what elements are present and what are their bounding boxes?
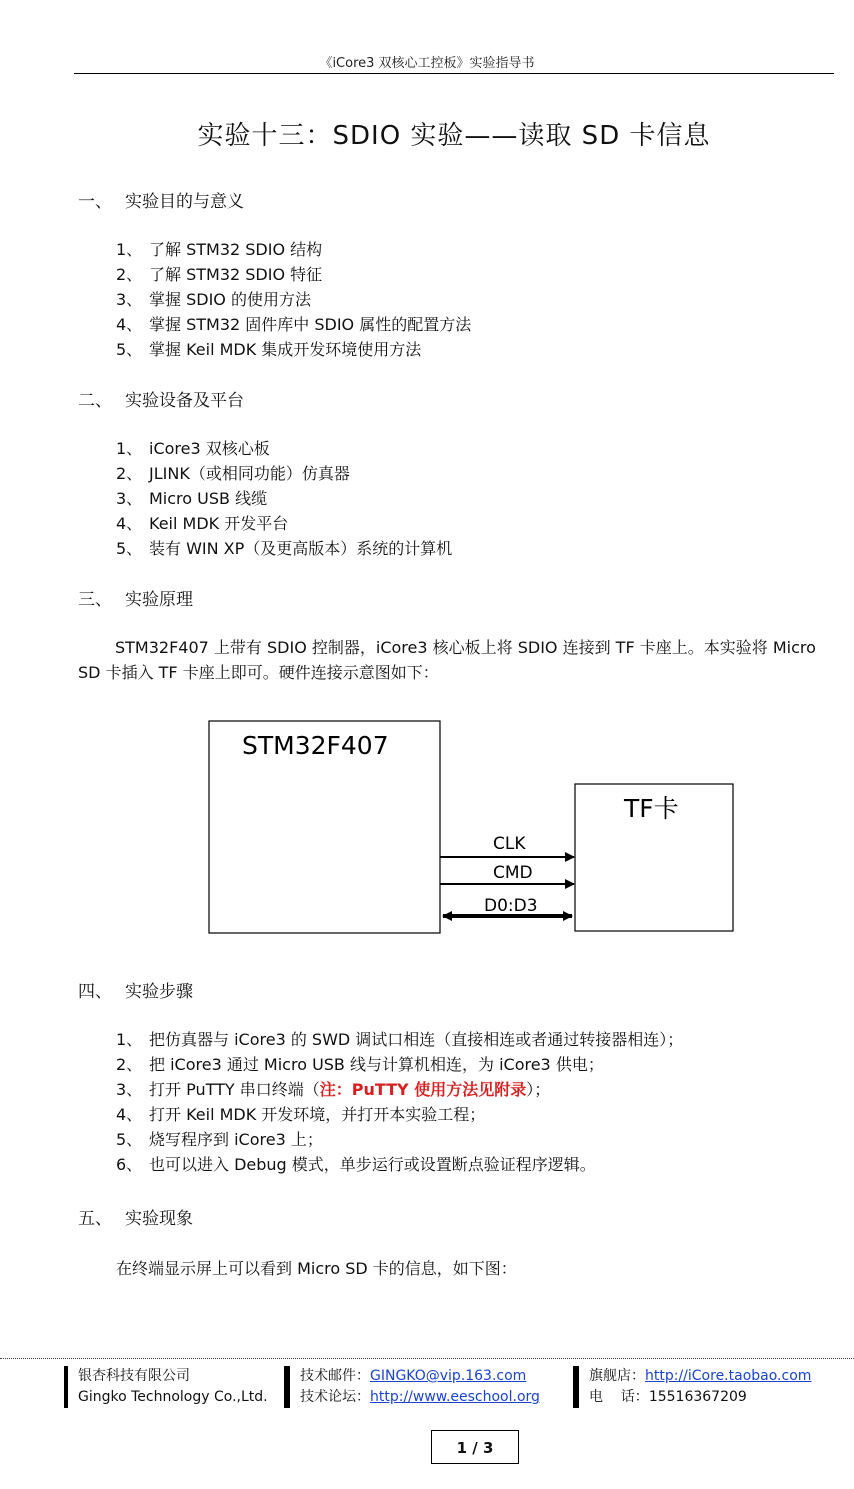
list-item: 1、 把仿真器与 iCore3 的 SWD 调试口相连（直接相连或者通过转接器相连）； bbox=[116, 1030, 684, 1049]
section-number: 三、 bbox=[78, 590, 112, 610]
section-title: 实验设备及平台 bbox=[125, 391, 244, 411]
section-number: 四、 bbox=[78, 982, 112, 1002]
list-item: 1、 iCore3 双核心板 bbox=[116, 439, 270, 458]
list-item: 4、 打开 Keil MDK 开发环境，并打开本实验工程； bbox=[116, 1105, 486, 1124]
list-item: 3、 掌握 SDIO 的使用方法 bbox=[116, 290, 311, 309]
putty-note: 注：PuTTY 使用方法见附录 bbox=[319, 1080, 527, 1099]
cmd-label: CMD bbox=[493, 863, 533, 883]
section-1-list bbox=[116, 237, 471, 362]
section-title: 实验现象 bbox=[125, 1209, 193, 1229]
list-item: 2、 JLINK（或相同功能）仿真器 bbox=[116, 464, 350, 483]
header-rule bbox=[74, 73, 834, 74]
footer-contact: 技术邮件：GINGKO@vip.163.com 技术论坛：http://www.eeschool.org bbox=[284, 1366, 540, 1408]
phone-number: 15516367209 bbox=[648, 1389, 747, 1405]
forum-link[interactable]: http://www.eeschool.org bbox=[370, 1389, 540, 1405]
section-number: 一、 bbox=[78, 192, 112, 212]
list-item: 2、 了解 STM32 SDIO 特征 bbox=[116, 265, 323, 284]
company-en: Gingko Technology Co.,Ltd. bbox=[78, 1389, 268, 1405]
section-number: 五、 bbox=[78, 1209, 112, 1229]
section-number: 二、 bbox=[78, 391, 112, 411]
list-item: 2、 把 iCore3 通过 Micro USB 线与计算机相连，为 iCore3 供电； bbox=[116, 1055, 604, 1074]
list-item: 4、 掌握 STM32 固件库中 SDIO 属性的配置方法 bbox=[116, 315, 472, 334]
footer-divider bbox=[0, 1358, 854, 1359]
section-4-list bbox=[116, 1027, 683, 1177]
list-item: 5、 装有 WIN XP（及更高版本）系统的计算机 bbox=[116, 539, 453, 558]
section-title: 实验步骤 bbox=[125, 982, 193, 1002]
email-link[interactable]: GINGKO@vip.163.com bbox=[370, 1368, 527, 1384]
phenomenon-paragraph: 在终端显示屏上可以看到 Micro SD 卡的信息，如下图： bbox=[116, 1259, 517, 1278]
stm32-label: STM32F407 bbox=[242, 731, 389, 760]
section-title: 实验目的与意义 bbox=[125, 192, 244, 212]
list-item: 4、 Keil MDK 开发平台 bbox=[116, 514, 289, 533]
section-2-list bbox=[116, 436, 452, 561]
tf-card-label: TF卡 bbox=[624, 794, 679, 823]
list-item: 5、 掌握 Keil MDK 集成开发环境使用方法 bbox=[116, 340, 422, 359]
section-heading-1 bbox=[78, 187, 244, 212]
section-heading-2 bbox=[78, 386, 244, 411]
section-heading-4 bbox=[78, 977, 193, 1002]
list-item: 6、 也可以进入 Debug 模式，单步运行或设置断点验证程序逻辑。 bbox=[116, 1155, 596, 1174]
data-bus-label: D0:D3 bbox=[484, 896, 538, 916]
footer-company bbox=[64, 1366, 268, 1408]
shop-link[interactable]: http://iCore.taobao.com bbox=[645, 1368, 812, 1384]
section-title: 实验原理 bbox=[125, 590, 193, 610]
hardware-connection-diagram bbox=[208, 720, 738, 938]
section-heading-5 bbox=[78, 1204, 193, 1229]
footer-shop: 旗舰店：http://iCore.taobao.com 电 话：15516367209 bbox=[573, 1366, 811, 1408]
page-number: 1 / 3 bbox=[431, 1430, 519, 1464]
list-item: 1、 了解 STM32 SDIO 结构 bbox=[116, 240, 323, 259]
list-item: 3、 打开 PuTTY 串口终端（注：PuTTY 使用方法见附录）； bbox=[116, 1080, 551, 1099]
list-item: 5、 烧写程序到 iCore3 上； bbox=[116, 1130, 323, 1149]
section-heading-3 bbox=[78, 585, 193, 610]
clk-label: CLK bbox=[493, 834, 526, 854]
company-cn: 银杏科技有限公司 bbox=[78, 1368, 190, 1384]
page-title: 实验十三：SDIO 实验——读取 SD 卡信息 bbox=[197, 121, 711, 151]
principle-paragraph: STM32F407 上带有 SDIO 控制器，iCore3 核心板上将 SDIO 连接到 TF 卡座上。本实验将 Micro SD 卡插入 TF 卡座上即可。硬件连接示意图如下： bbox=[78, 638, 816, 682]
list-item: 3、 Micro USB 线缆 bbox=[116, 489, 268, 508]
running-header: 《iCore3 双核心工控板》实验指导书 bbox=[319, 56, 535, 71]
